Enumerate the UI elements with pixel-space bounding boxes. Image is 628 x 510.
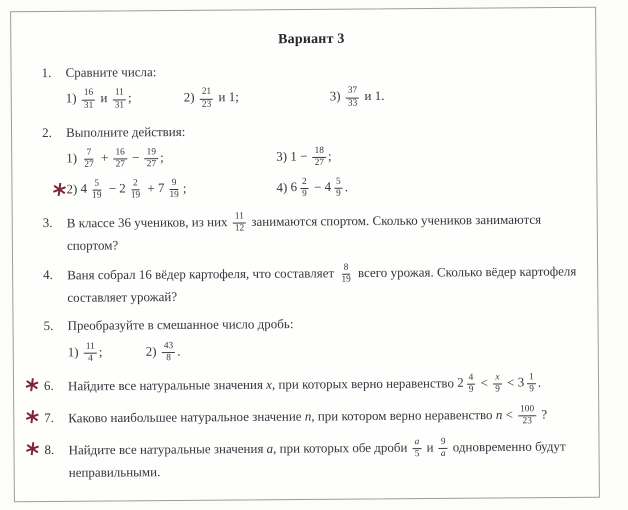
problem-2-text: Выполните действия:: [65, 123, 186, 140]
problem-1: [41, 59, 581, 114]
expression: 2) $\frac{21}{23}$ и 1;: [183, 87, 239, 110]
problem-8: [44, 436, 584, 483]
asterisk-icon: [25, 441, 40, 456]
problem-8-heading: [44, 436, 584, 483]
problem-7-heading: [44, 403, 584, 430]
problem-5-heading: [43, 312, 583, 336]
problem-1-heading: [41, 59, 581, 83]
asterisk-icon: [24, 409, 39, 424]
page-title: Вариант 3: [278, 31, 345, 48]
problem-4: [43, 260, 583, 307]
problem-2: [42, 118, 583, 204]
expression: 1) $\frac{16}{31}$ и $\frac{11}{31}$ ;: [65, 87, 132, 111]
problem-7-number: 7.: [44, 409, 55, 425]
problem-4-text: Ваня собрал 16 вёдер картофеля, что составляет $\frac{8}{19}$ всего урожая. Сколько вёдер картофеля составляет урожай?: [67, 262, 577, 305]
problem-4-number: 4.: [43, 266, 53, 282]
problem-2-heading: [42, 118, 582, 142]
problem-4-heading: [43, 260, 583, 307]
problem-3-text: В классе 36 учеников, из них $\frac{11}{12}$ занимаются спортом. Сколько учеников занимаются спортом?: [66, 211, 542, 253]
problem-1-text: Сравните числа:: [65, 64, 157, 80]
problem-7: [44, 403, 584, 430]
asterisk-icon: [52, 182, 67, 197]
problem-2-number: 2.: [41, 124, 52, 140]
problem-8-number: 8.: [44, 441, 55, 457]
problem-3-heading: [43, 209, 583, 256]
asterisk-icon: [24, 377, 39, 392]
problem-6-text: Найдите все натуральные значения x, при которых верно неравенство 2 $\frac{4}{9}$ < $\frac{x}{9}$ < 3 $\frac{1}{9}$ .: [67, 371, 542, 395]
problem-6: [44, 371, 584, 398]
expression: 4) 6 $\frac{2}{9}$ − 4 $\frac{5}{9}$ .: [276, 176, 349, 200]
problem-2-row-1: [66, 142, 582, 173]
worksheet-page: [10, 7, 600, 503]
expression: 3) 1 − $\frac{18}{27}$ ;: [276, 145, 332, 168]
problem-1-number: 1.: [41, 64, 52, 81]
problem-5-expressions: [68, 335, 584, 366]
problem-6-heading: [44, 371, 584, 398]
expression: 3) $\frac{37}{33}$ и 1.: [329, 86, 385, 109]
expression: 2) $\frac{43}{8}$ .: [145, 340, 181, 363]
problem-3: [43, 209, 583, 256]
problem-1-expressions: [66, 82, 582, 113]
problem-2-row-2: [66, 173, 582, 204]
expression: 1) $\frac{11}{4}$ ;: [67, 341, 103, 364]
problem-6-number: 6.: [43, 377, 54, 393]
problem-8-text: Найдите все натуральные значения a, при которых обе дроби $\frac{a}{5}$ и $\frac{9}{a}$ одновременно будут неправильными.: [68, 436, 566, 480]
expression: 1) $\frac{7}{27}$ + $\frac{16}{27}$ − $\frac{19}{27}$ ;: [66, 147, 164, 170]
problem-5-number: 5.: [43, 318, 54, 334]
expression: 2) 4 $\frac{5}{19}$ − 2 $\frac{2}{19}$ + 7 $\frac{9}{19}$ ;: [66, 177, 187, 201]
problem-3-number: 3.: [42, 214, 53, 231]
problem-7-text: Каково наибольшее натуральное значение n, при котором верно неравенство n < $\frac{100}{23}$ ?: [68, 403, 548, 427]
problem-5: [43, 312, 583, 367]
problem-5-text: Преобразуйте в смешанное число дробь:: [67, 316, 294, 333]
